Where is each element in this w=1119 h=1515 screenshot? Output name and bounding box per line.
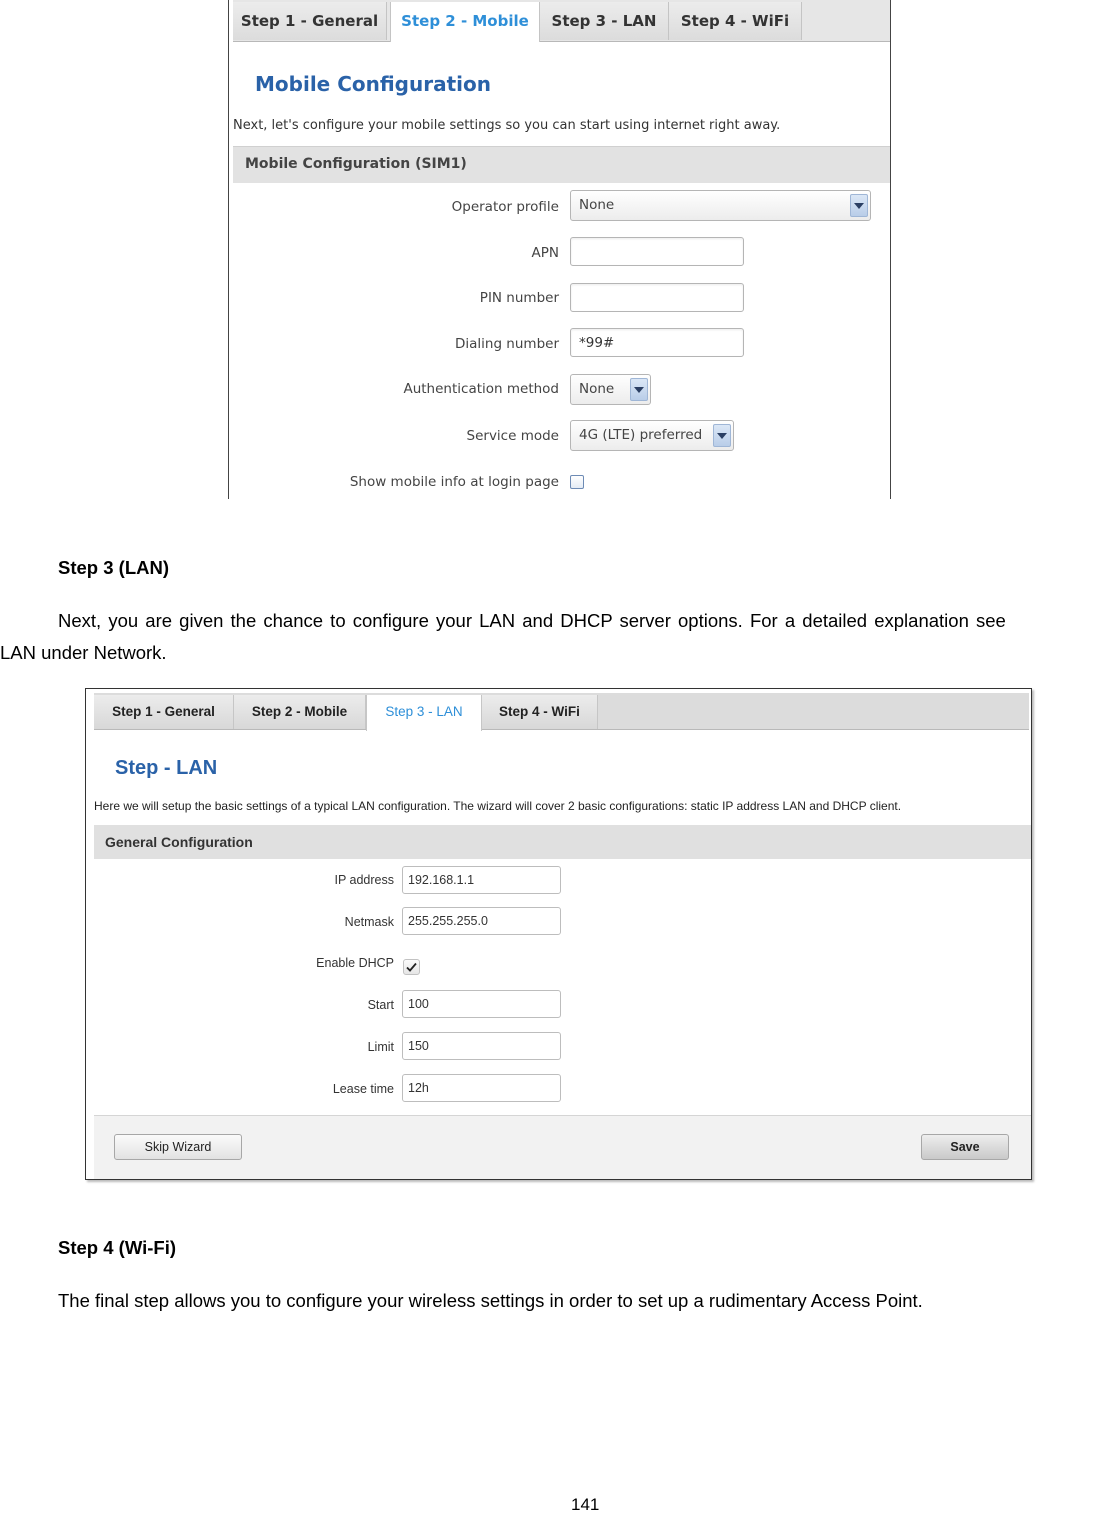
operator-profile-label: Operator profile bbox=[451, 199, 559, 215]
lease-time-input[interactable]: 12h bbox=[402, 1074, 561, 1102]
page-title: Mobile Configuration bbox=[255, 72, 491, 96]
ip-address-input[interactable]: 192.168.1.1 bbox=[402, 866, 561, 894]
pin-number-input[interactable] bbox=[570, 283, 744, 312]
show-mobile-info-checkbox[interactable] bbox=[570, 475, 584, 489]
wizard-tabbar bbox=[94, 693, 1029, 730]
intro-text: Next, let's configure your mobile settings so you can start using internet right away. bbox=[233, 118, 781, 133]
section-title: Mobile Configuration (SIM1) bbox=[245, 156, 467, 172]
apn-input[interactable] bbox=[570, 237, 744, 266]
step4-paragraph: The final step allows you to configure your wireless settings in order to set up a rudimentary Access Point. bbox=[58, 1290, 923, 1311]
section-header bbox=[233, 146, 890, 183]
dialing-number-input[interactable]: *99# bbox=[570, 328, 744, 357]
tab-step3-lan[interactable]: Step 3 - LAN bbox=[366, 695, 482, 731]
auth-method-select[interactable] bbox=[570, 374, 651, 405]
intro-text: Here we will setup the basic settings of a typical LAN configuration. The wizard will cover 2 basic configurations: static IP address LAN and DHCP client. bbox=[94, 799, 902, 813]
service-mode-label: Service mode bbox=[466, 428, 559, 444]
service-mode-select[interactable] bbox=[570, 420, 734, 451]
lan-wizard-screenshot bbox=[85, 688, 1032, 1180]
service-mode-value: 4G (LTE) preferred bbox=[579, 427, 703, 443]
step3-paragraph-line2: LAN under Network. bbox=[0, 642, 167, 663]
tab-step2-mobile[interactable]: Step 2 - Mobile bbox=[390, 2, 540, 42]
step4-heading: Step 4 (Wi-Fi) bbox=[58, 1237, 177, 1258]
step3-heading: Step 3 (LAN) bbox=[58, 557, 169, 578]
section-header bbox=[94, 825, 1031, 859]
apn-label: APN bbox=[531, 245, 559, 261]
start-input[interactable]: 100 bbox=[402, 990, 561, 1018]
dialing-number-label: Dialing number bbox=[454, 336, 559, 352]
tab-step1-general[interactable]: Step 1 - General bbox=[94, 695, 234, 729]
enable-dhcp-label: Enable DHCP bbox=[316, 956, 394, 970]
page-title: Step - LAN bbox=[115, 757, 218, 779]
skip-wizard-button[interactable]: Skip Wizard bbox=[114, 1134, 242, 1160]
step3-paragraph-line1: Next, you are given the chance to configure your LAN and DHCP server options. For a detailed explanation see bbox=[58, 610, 1006, 631]
chevron-down-icon bbox=[713, 424, 731, 447]
checkmark-icon bbox=[404, 960, 419, 974]
lease-time-label: Lease time bbox=[332, 1082, 394, 1096]
pin-number-label: PIN number bbox=[479, 290, 559, 306]
wizard-footer bbox=[94, 1115, 1031, 1180]
chevron-down-icon bbox=[850, 194, 868, 217]
netmask-label: Netmask bbox=[344, 915, 394, 929]
show-mobile-info-label: Show mobile info at login page bbox=[349, 474, 559, 490]
chevron-down-icon bbox=[630, 378, 648, 401]
tab-step3-lan[interactable]: Step 3 - LAN bbox=[540, 2, 669, 40]
start-label: Start bbox=[367, 998, 394, 1012]
netmask-input[interactable]: 255.255.255.0 bbox=[402, 907, 561, 935]
auth-method-label: Authentication method bbox=[403, 381, 559, 397]
save-button[interactable]: Save bbox=[921, 1134, 1009, 1160]
auth-method-value: None bbox=[579, 381, 615, 397]
wizard-tabbar bbox=[233, 0, 890, 42]
tab-step4-wifi[interactable]: Step 4 - WiFi bbox=[669, 2, 802, 40]
section-title: General Configuration bbox=[105, 834, 253, 850]
tab-step4-wifi[interactable]: Step 4 - WiFi bbox=[482, 695, 598, 729]
limit-label: Limit bbox=[367, 1040, 394, 1054]
tab-step2-mobile[interactable]: Step 2 - Mobile bbox=[234, 695, 366, 729]
limit-input[interactable]: 150 bbox=[402, 1032, 561, 1060]
operator-profile-value: None bbox=[579, 197, 615, 213]
operator-profile-select[interactable] bbox=[570, 190, 871, 221]
mobile-wizard-screenshot bbox=[228, 0, 891, 499]
page-number: 141 bbox=[571, 1495, 600, 1514]
ip-address-label: IP address bbox=[334, 873, 394, 887]
enable-dhcp-checkbox[interactable] bbox=[403, 959, 420, 975]
tab-step1-general[interactable]: Step 1 - General bbox=[233, 2, 387, 40]
